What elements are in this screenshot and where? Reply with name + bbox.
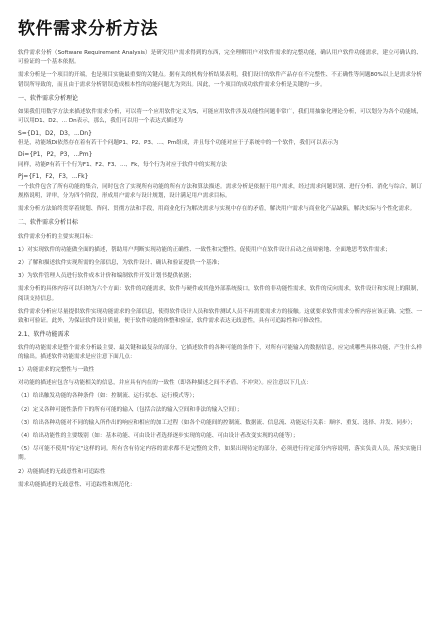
- formula-s: S={D1，D2，D3，...Dn}: [18, 129, 92, 137]
- item-2-heading: 2）功能描述的无歧意性和可追踪性: [18, 468, 106, 475]
- section-2-heading: 二、软件需求分析目标: [18, 219, 79, 227]
- goal-item: 1）对实现软件的功能做全面的描述，帮助用户判断实现功能的正确性、一致性和完整性，促使用户在软件设计启动之前周密地、全面地思考软件需求；: [18, 246, 391, 253]
- formula-p: Pj={F1，F2，F3，...Fk}: [18, 173, 89, 181]
- intro-paragraph-1: 软件需求分析（Software Requirement Analysis）是研究用户需求得到的东西，完全理解用户对软件需求的完整功能，确认用户软件功能需求，建立可确认的、可验证的一个基本依据。: [18, 50, 422, 66]
- formula-d: Di={P1，P2，P3，...Pm}: [18, 151, 93, 159]
- goal-item: 2）了解和描述软件实现所需的全部信息，为软件设计、确认和验证提供一个基准；: [18, 260, 223, 266]
- section-2-intro: 软件需求分析的主要实现目标：: [18, 233, 97, 240]
- intro-paragraph-2: 需求分析是一个项目的开端，也是项目实施最重要的关键点。据有关的机构分析结果表明，我们设计的软件产品存在不完整性、不正确性等问题80%以上是需求分析错误所导致的，而且由于需求分析错误造成根本性的功能问题尤为突出。因此，一个项目的成功软件需求分析是关键的一步。: [18, 72, 422, 88]
- item-1-paragraph: 对功能的描述应包含与功能相关的信息，并应具有内在的一致性（即各种描述之间不矛盾、不冲突）。应注意以下几点：: [18, 380, 312, 387]
- page-title: 软件需求分析方法: [18, 19, 158, 39]
- section-1-paragraph-1: 如果我们用数学方法来描述软件需求分析，可以将一个应用软件定义为S，可能应用软件涉及功能性问题非常广，我们用抽象化理论分析，可以划分为各个功能域，可以用D1、D2、... Dn表示，那么，我们可以用一个表达式描述为: [18, 109, 422, 125]
- section-2-1-heading: 2.1、软件功能需求: [18, 331, 70, 339]
- item-1-point: （4）给出功能性的主要级别（如：基本功能、可由设计者选择逐步实现的功能、可由设计者改变实现的功能等）；: [18, 433, 299, 440]
- item-1-point: （2）定义各种可能性条件下的所有可能的输入（包括合法的输入空间和非法的输入空间）；: [18, 406, 243, 413]
- section-2-1-paragraph: 软件的功能需求是整个需求分析最主要、最关键和最复杂的部分，它描述软件的各种可能的条件下，对所有可能输入的数据信息，应完成哪些具体功能，产生什么样的输出。描述软件功能需求是应注意下面几点：: [18, 344, 422, 360]
- item-1-heading: 1）功能需求的完整性与一致性: [18, 366, 95, 373]
- item-2-paragraph: 需求功能描述的无歧意性、可追踪性和规范化：: [18, 481, 136, 488]
- item-1-point: （1）给出触发功能的各种条件（如：控制流、运行状态、运行模式等）；: [18, 393, 198, 400]
- section-2-paragraph-1: 需求分析的具体内容可以归纳为六个方面：软件的功能需求，软件与硬件或其他外部系统接口，软件的非功能性需求，软件的反向需求，软件设计和实现上的限制，阅读支持信息。: [18, 286, 422, 302]
- item-1-point: （3）给出各种功能对不同的输入所作出的响应和相应的加工过程（如各个功能间的控制流、数据流、信息流、功能运行关系：顺序、重复、选择、并发、同步）；: [18, 419, 416, 426]
- section-1-paragraph-4: 一个软件包含了所有功能的集合，同时包含了实现所有功能的所有方法和算法描述。需求分析是依据于用户需求，经过需求问题识别、进行分析、消化与综合，制订规格说明，评审，分为四个阶段，形成用户需求与设计规划，设计满足用户需求目标。: [18, 183, 422, 199]
- section-1-heading: 一、软件需求分析理论: [18, 94, 79, 102]
- item-1-point: （5）尽可能不使用"待定"这样的词。所有含有待定内容的需求都不是完整的文件，如果出现待定的部分，必须进行待定部分内容说明，落实负责人员，落实实施日期。: [18, 446, 422, 462]
- goal-item: 3）为软件管理人员进行软件成本计价和编制软件开发计划书提供依据；: [18, 273, 195, 280]
- section-1-paragraph-3: 同样，功能P有若干个行为F1、F2、F3、...、Fk，每个行为对应于软件中的实现方法: [18, 161, 227, 168]
- section-1-paragraph-2: 但是，功能域Di依然存在着有若干个问题P1、P2、P3、...、Pm组成，并且每个功能对应于子系统中的一个软件，我们可以表示为: [18, 140, 339, 147]
- section-2-paragraph-2: 软件需求分析应尽量提供软件实现功能需求的全部信息，使得软件设计人员和软件测试人员不再需要需求方的接触。这就要求软件需求分析内容应该正确、完整、一致和可验证。此外，为保证软件设计质量，便于软件功能的休整和验证，软件需求表达无歧意性，具有可追踪性和可修改性。: [18, 308, 422, 325]
- section-1-paragraph-5: 需求分析方法始终贯穿着规划、咨问、贯彻方法和手段，用商业化行为解决需求与实现中存在的矛盾，解决用户需求与商业化产品缺陷，解决实际与个性化需求。: [18, 206, 416, 213]
